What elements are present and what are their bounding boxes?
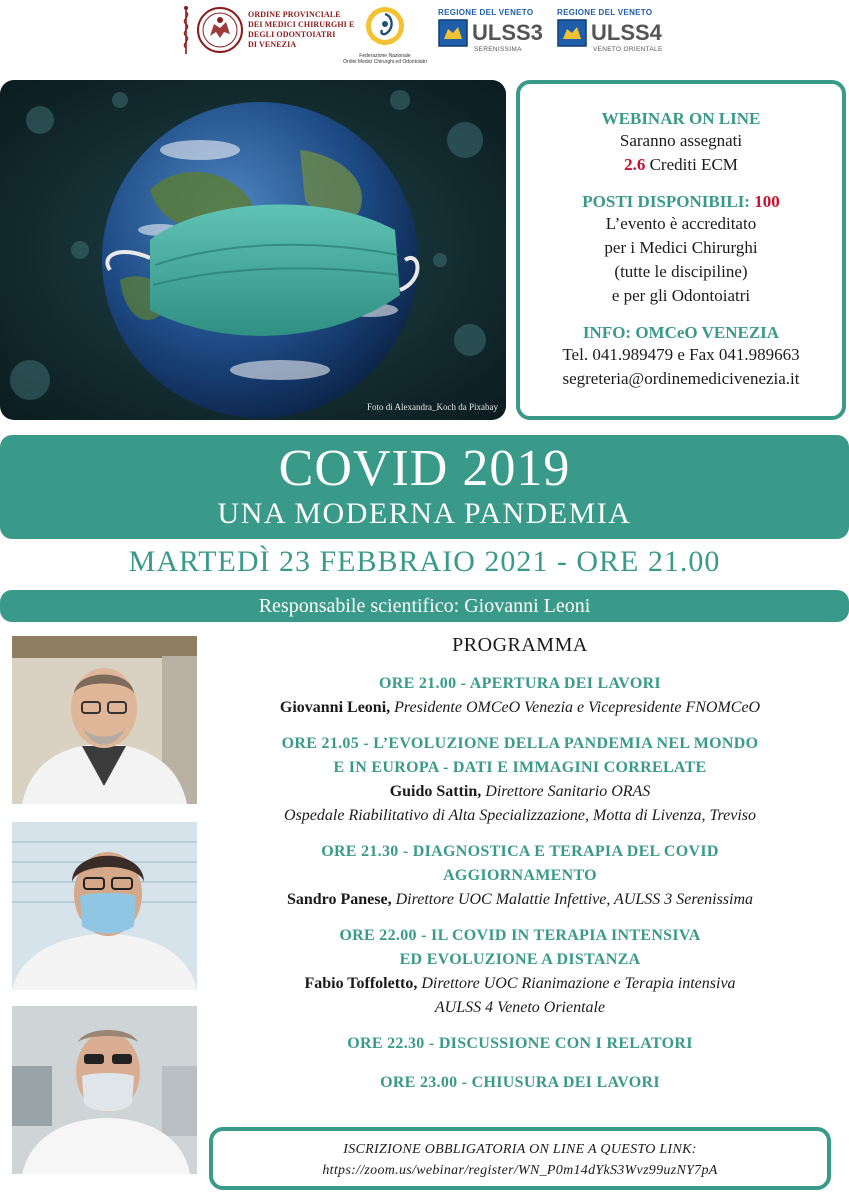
ulss4-sub: VENETO ORIENTALE: [593, 46, 663, 53]
program-item: [210, 1032, 830, 1056]
program-item-speaker: [210, 804, 830, 828]
accreditation-line: e per gli Odontoiatri: [611, 286, 751, 305]
credits-value: 2.6: [624, 155, 646, 174]
program-item-time: ORE 22.30 - DISCUSSIONE CON I RELATORI: [347, 1035, 693, 1052]
credits-line: Saranno assegnati: [619, 131, 743, 150]
speaker-role: Direttore Sanitario ORAS: [485, 783, 651, 800]
program-item-time: ORE 21.05 - L’EVOLUZIONE DELLA PANDEMIA NEL MONDO: [281, 735, 759, 752]
event-title: COVID 2019: [278, 440, 571, 497]
program-item-speaker: [210, 780, 830, 804]
speaker-role: Ospedale Riabilitativo di Alta Specializzazione, Motta di Livenza, Treviso: [284, 807, 756, 824]
program-item: [210, 732, 830, 828]
region-label: REGIONE DEL VENETO: [438, 8, 534, 17]
credits-suffix: Crediti ECM: [645, 155, 738, 174]
title-banner: [0, 435, 849, 539]
program-item: [210, 672, 830, 720]
info-title: INFO: OMCeO VENEZIA: [582, 323, 780, 342]
program-item: [210, 840, 830, 912]
ulss4-name: ULSS4: [591, 20, 662, 45]
speaker-photo-toffoletto: [12, 1006, 197, 1174]
venice-lion-seal-icon: [196, 6, 244, 54]
posti-value: 100: [754, 192, 780, 211]
ulss3-name: ULSS3: [472, 20, 543, 45]
caduceus-icon: [180, 4, 192, 56]
program-title: PROGRAMMA: [452, 634, 588, 656]
accreditation-line: L’evento è accreditato: [605, 214, 757, 233]
veneto-shield-icon: [557, 19, 587, 47]
speaker-role: Direttore UOC Rianimazione e Terapia intensiva: [421, 975, 736, 992]
program-item: [210, 1071, 830, 1095]
scientific-responsible: Responsabile scientifico: Giovanni Leoni: [0, 590, 849, 622]
speaker-photo-leoni: [12, 636, 197, 804]
credits-value-line: [520, 153, 842, 177]
registration-link[interactable]: https://zoom.us/webinar/register/WN_P0m14dYkS3Wvz99uzNY7pA: [322, 1163, 718, 1178]
event-date: MARTEDÌ 23 FEBBRAIO 2021 - ORE 21.00: [128, 545, 721, 578]
program-item-time: ORE 21.00 - APERTURA DEI LAVORI: [379, 675, 661, 692]
posti-label: POSTI DISPONIBILI:: [582, 192, 755, 211]
registration-box: [209, 1127, 831, 1190]
program-item-speaker: [210, 972, 830, 996]
omceo-line: ORDINE PROVINCIALE: [248, 10, 341, 19]
speaker-name: Giovanni Leoni,: [279, 699, 391, 716]
accreditation-line: per i Medici Chirurghi: [604, 238, 758, 257]
veneto-shield-icon: [438, 19, 468, 47]
omceo-line: DI VENEZIA: [248, 40, 297, 49]
fnom-line: Federazione Nazionale: [359, 53, 411, 59]
fnom-line: Ordini Medici Chirurghi ed Odontoiatri: [343, 59, 427, 65]
program-item-speaker: [210, 996, 830, 1020]
speaker-photo-panese: [12, 822, 197, 990]
speaker-name: Fabio Toffoletto,: [304, 975, 418, 992]
fnomceo-logo: [335, 4, 435, 65]
fnomceo-emblem-icon: [364, 4, 406, 48]
speaker-name: Guido Sattin,: [389, 783, 482, 800]
region-label: REGIONE DEL VENETO: [557, 8, 653, 17]
photo-credit: Foto di Alexandra_Koch da Pixabay: [367, 402, 498, 412]
webinar-title: WEBINAR ON LINE: [601, 109, 761, 128]
posti-line: [520, 191, 842, 212]
program-item-speaker: [210, 888, 830, 912]
info-box: [516, 80, 846, 420]
email-link[interactable]: segreteria@ordinemedicivenezia.it: [562, 369, 800, 388]
omceo-line: DEI MEDICI CHIRURGHI E: [248, 20, 355, 29]
event-subtitle: UNA MODERNA PANDEMIA: [217, 497, 632, 530]
speaker-role: Presidente OMCeO Venezia e Vicepresidente FNOMCeO: [394, 699, 761, 716]
program-item-time: AGGIORNAMENTO: [443, 867, 597, 884]
program-item-time: ORE 21.30 - DIAGNOSTICA E TERAPIA DEL COVID: [321, 843, 719, 860]
program-section: [210, 632, 830, 1110]
program-item-speaker: [210, 696, 830, 720]
speaker-role: AULSS 4 Veneto Orientale: [434, 999, 606, 1016]
ulss3-logo: [438, 8, 548, 53]
registration-label: ISCRIZIONE OBBLIGATORIA ON LINE A QUESTO LINK:: [343, 1142, 697, 1157]
ulss4-logo: [557, 8, 667, 53]
omceo-line: DEGLI ODONTOIATRI: [248, 30, 336, 39]
program-item: [210, 924, 830, 1020]
speaker-name: Sandro Panese,: [286, 891, 392, 908]
program-item-time: E IN EUROPA - DATI E IMMAGINI CORRELATE: [333, 759, 707, 776]
program-item-time: ORE 23.00 - CHIUSURA DEI LAVORI: [380, 1074, 660, 1091]
accreditation-line: (tutte le discipiline): [614, 262, 748, 281]
program-item-time: ED EVOLUZIONE A DISTANZA: [399, 951, 641, 968]
phone-line: Tel. 041.989479 e Fax 041.989663: [562, 345, 800, 364]
speaker-role: Direttore UOC Malattie Infettive, AULSS 3 Serenissima: [395, 891, 754, 908]
earth-with-mask-image: [0, 80, 506, 420]
header-logos: [0, 0, 849, 75]
program-item-time: ORE 22.00 - IL COVID IN TERAPIA INTENSIVA: [339, 927, 701, 944]
ulss3-sub: SERENISSIMA: [474, 46, 522, 53]
